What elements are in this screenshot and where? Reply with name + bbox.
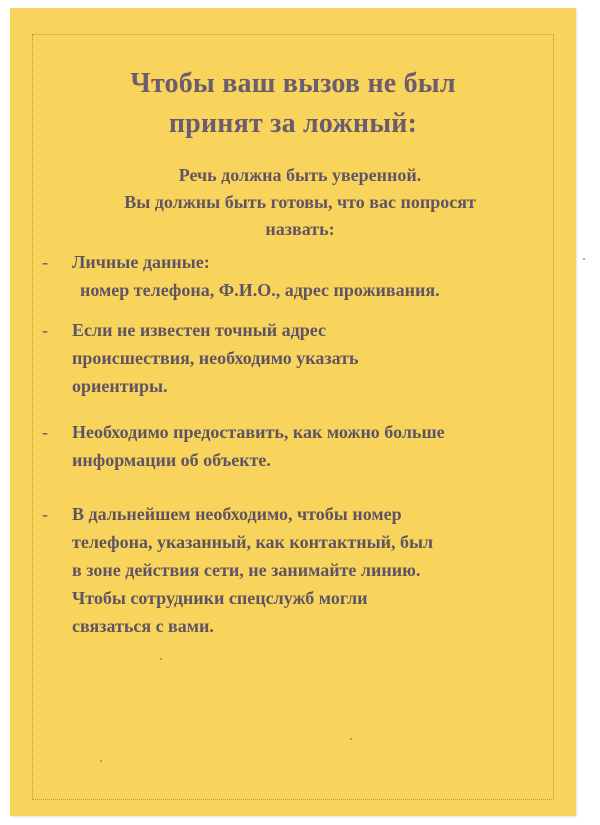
scan-mark <box>583 258 585 260</box>
list-item-text <box>72 316 359 400</box>
list-item-line: ориентиры. <box>72 376 168 396</box>
list-item-text <box>72 500 433 640</box>
list-item-line: номер телефона, Ф.И.О., адрес проживания. <box>80 280 440 300</box>
intro-line-2: Вы должны быть готовы, что вас попросят <box>124 192 476 212</box>
notice-sheet <box>10 8 576 816</box>
intro-line-3: назвать: <box>265 219 335 239</box>
bullet-dash: - <box>42 422 48 442</box>
list-item-line: Необходимо предоставить, как можно больше <box>72 422 445 442</box>
bullet-dash: - <box>42 504 48 524</box>
list-item-line: телефона, указанный, как контактный, был <box>72 532 434 552</box>
bullet-dash: - <box>42 252 48 272</box>
list-item-line: в зоне действия сети, не занимайте линию. <box>72 560 421 580</box>
list-item-line: связаться с вами. <box>72 616 214 636</box>
list-item-text <box>72 248 440 304</box>
notice-title <box>10 64 576 144</box>
intro-line-1: Речь должна быть уверенной. <box>178 165 422 185</box>
paper-speck <box>100 760 102 762</box>
list-item-text <box>72 418 445 474</box>
list-item-line: Личные данные: <box>72 252 210 272</box>
list-item-line: В дальнейшем необходимо, чтобы номер <box>72 504 402 524</box>
title-line-2: принят за ложный: <box>168 108 418 139</box>
title-line-1: Чтобы ваш вызов не был <box>130 68 456 99</box>
bullet-dash: - <box>42 320 48 340</box>
intro-text <box>50 162 550 243</box>
list-item-line: Если не известен точный адрес <box>72 320 326 340</box>
list-item-line: происшествия, необходимо указать <box>72 348 359 368</box>
paper-speck <box>350 738 352 740</box>
list-item-line: информации об объекте. <box>72 450 271 470</box>
paper-speck <box>160 658 162 660</box>
list-item-line: Чтобы сотрудники спецслужб могли <box>72 588 368 608</box>
dotted-border-frame <box>32 34 554 800</box>
